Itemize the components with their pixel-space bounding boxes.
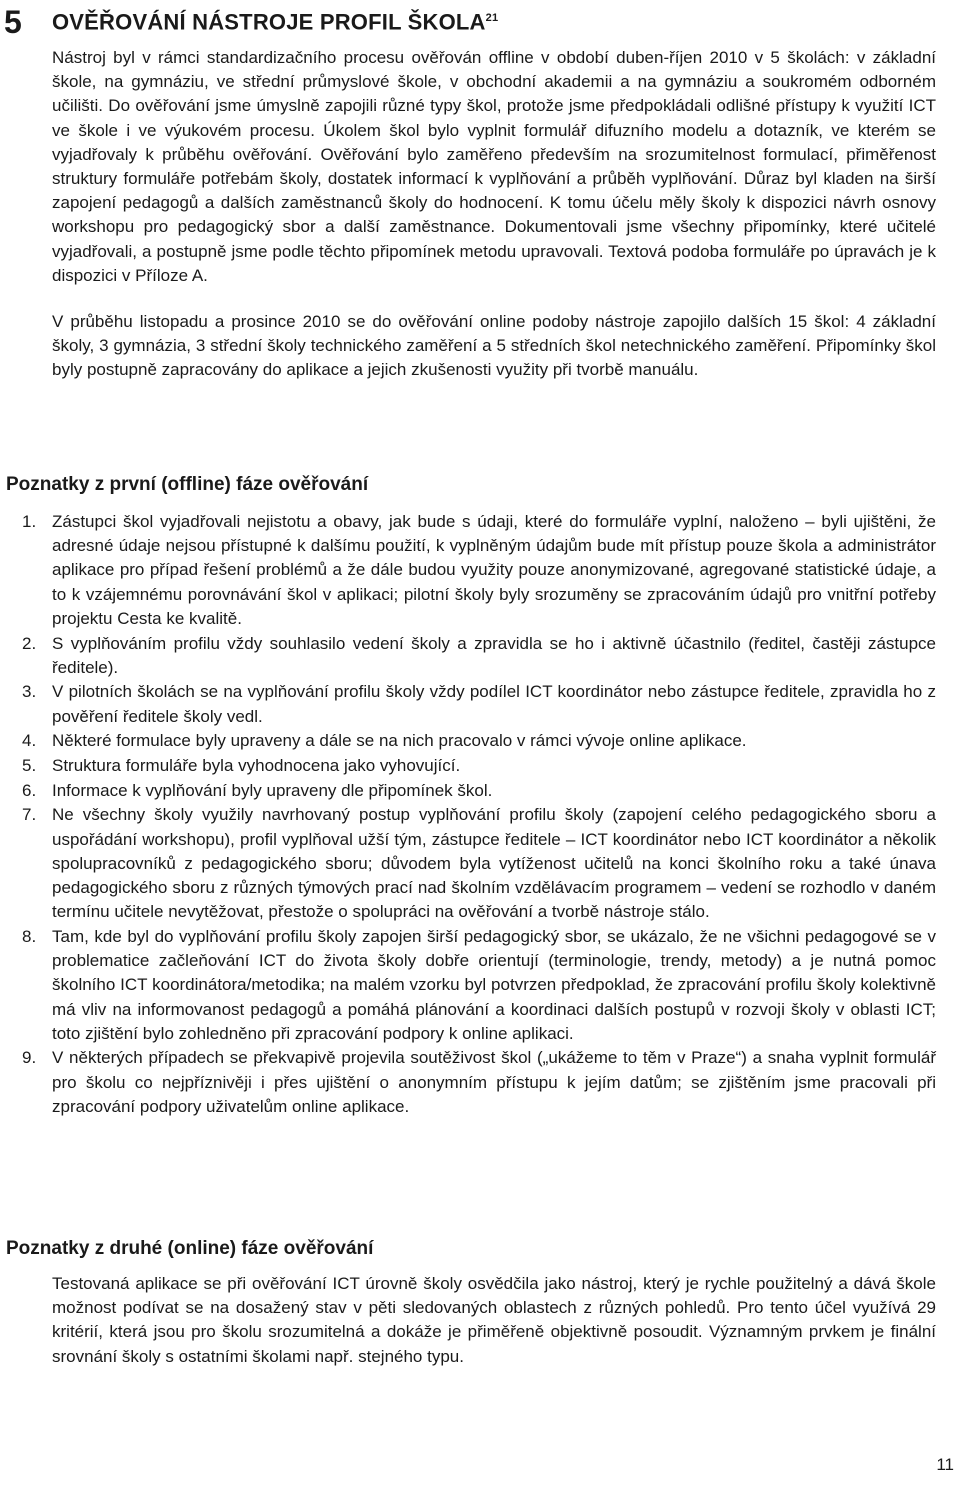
list-item-text: Některé formulace byly upraveny a dále se na nich pracovalo v rámci vývoje online aplikace. <box>52 731 747 751</box>
list-item <box>0 779 936 803</box>
list-item-number: 2. <box>22 633 37 653</box>
offline-findings-list <box>0 510 936 1119</box>
list-item-text: Struktura formuláře byla vyhodnocena jako vyhovující. <box>52 756 461 776</box>
list-item-text: Tam, kde byl do vyplňování profilu školy zapojen širší pedagogický sbor, se ukázalo, že ne všichni pedagogové se v problematice začleňování ICT do života školy dobře orientují (terminologie, trendy, metody) a je nutná pomoc školního ICT koordinátora/metodika; na malém vzorku byl potvrzen předpoklad, že zpracování profilu školy kolektivně má vliv na informovanost pedagogů a pomáhá plánování a koordinaci dalších postupů v rozvoji školy v oblasti ICT; toto zjištění bylo zohledněno při zpracování podpory k online aplikaci. <box>52 926 936 1043</box>
intro-paragraph: Nástroj byl v rámci standardizačního procesu ověřován offline v období duben-říjen 2010 v 5 školách: v základní škole, na gymnáziu, ve střední průmyslové škole, v obchodní akademii a na gymnáziu a soukromém odborném učilišti. Do ověřování jsme úmyslně zapojili různé typy škol, protože jsme předpokládali odlišné přístupy k využití ICT ve škole i ve výukovém procesu. Úkolem škol bylo vyplnit formulář difuzního modelu a dotazník, ve kterém se vyjadřovaly k průběhu ověřování. Ověřování bylo zaměřeno především na srozumitelnost formulací, přiměřenost struktury formuláře potřebám školy, dostatek informací k vyplňování a průběh vyplňování. Důraz byl kladen na širší zapojení pedagogů a dalších zaměstnanců školy do hodnocení. K tomu účelu měly školy k dispozici návrh osnovy workshopu pro pedagogický sbor a další zaměstnance. Dokumentovali jsme všechny připomínky, které učitelé vyjadřovali, a postupně jsme podle těchto připomínek metodu upravovali. Textová podoba formuláře po úpravách je k dispozici v Příloze A. <box>52 48 936 285</box>
list-item <box>0 632 936 680</box>
list-item-number: 8. <box>22 926 37 946</box>
list-item-text: V pilotních školách se na vyplňování profilu školy vždy podílel ICT koordinátor nebo zástupce ředitele, zpravidla ho z pověření ředitele školy vedl. <box>52 682 936 726</box>
intro-paragraph: V průběhu listopadu a prosince 2010 se do ověřování online podoby nástroje zapojilo dalších 15 škol: 4 základní školy, 3 gymnázia, 3 střední školy technického zaměření a 5 středních škol netechnického zaměření. Připomínky škol byly postupně zapracovány do aplikace a jejich zkušenosti využity při tvorbě manuálu. <box>52 312 936 380</box>
chapter-title <box>52 4 498 36</box>
list-item-number: 3. <box>22 682 37 702</box>
list-item-number: 4. <box>22 731 37 751</box>
chapter-title-text: OVĚŘOVÁNÍ NÁSTROJE PROFIL ŠKOLA <box>52 9 486 35</box>
chapter-number: 5 <box>4 4 22 40</box>
online-section <box>52 1272 936 1369</box>
list-item-text: S vyplňováním profilu vždy souhlasilo vedení školy a zpravidla se ho i aktivně účastnilo (ředitel, častěji zástupce ředitele). <box>52 633 936 677</box>
section-heading-online: Poznatky z druhé (online) fáze ověřování <box>6 1238 374 1259</box>
list-item-text: V některých případech se překvapivě projevila soutěživost škol („ukážeme to těm v Praze“) a snaha vyplnit formulář pro školu co nejpříznivěji i přes ujištění o anonymním přístupu k jejím datům; se zjištěním jsme pracovali při zpracování podpory uživatelům online aplikace. <box>52 1048 936 1116</box>
footnote-reference: 21 <box>485 12 499 24</box>
list-item <box>0 1046 936 1119</box>
list-item <box>0 754 936 778</box>
list-item-number: 6. <box>22 780 37 800</box>
list-item-text: Ne všechny školy využily navrhovaný postup vyplňování profilu školy (zapojení celého pedagogického sboru a uspořádání workshopu), profil vyplňoval užší tým, zástupce ředitele – ICT koordinátor nebo ICT koordinátor a několik spolupracovníků z pedagogického sboru; důvodem byla vytíženost učitelů na konci školního roku a také únava pedagogického sboru z různých týmových prací nad školním vzdělávacím programem – vedení se rozhodlo v daném termínu učitele nevytěžovat, přestože o spolupráci na ověřování a tvorbě nástroje stálo. <box>52 805 936 922</box>
list-item-text: Zástupci škol vyjadřovali nejistotu a obavy, jak bude s údaji, které do formuláře vyplní, naloženo – byli ujištěni, že adresné údaje nejsou přístupné k dalšímu použití, k vyplněným údajům bude mít přístup pouze škola a administrátor aplikace pro případ řešení problémů a že dále budou využity pouze anonymizované, agregované statistické údaje, a to k vzájemnému porovnávání škol v aplikaci; pilotní školy byly srozuměny se zpracováním údajů pro vnitřní potřeby projektu Cesta ke kvalitě. <box>52 512 936 628</box>
intro-section <box>52 46 936 383</box>
list-item-text: Informace k vyplňování byly upraveny dle připomínek škol. <box>52 780 493 800</box>
online-paragraph: Testovaná aplikace se při ověřování ICT úrovně školy osvědčila jako nástroj, který je rychle použitelný a dává škole možnost podívat se na dosažený stav v pěti sledovaných oblastech z různých pohledů. Pro tento účel využívá 29 kritérií, která jsou pro školu srozumitelná a dokáže je přiměřeně objektivně posoudit. Významným prvkem je finální srovnání školy s ostatními školami např. stejného typu. <box>52 1274 936 1366</box>
list-item-number: 7. <box>22 805 37 825</box>
section-heading-offline: Poznatky z první (offline) fáze ověřování <box>6 474 369 495</box>
list-item <box>0 510 936 631</box>
list-item-number: 5. <box>22 756 37 776</box>
list-item-number: 9. <box>22 1048 37 1068</box>
list-item <box>0 680 936 728</box>
page-number: 11 <box>936 1455 954 1474</box>
list-item <box>0 925 936 1046</box>
list-item <box>0 803 936 924</box>
list-item-number: 1. <box>22 512 37 531</box>
list-item <box>0 729 936 753</box>
